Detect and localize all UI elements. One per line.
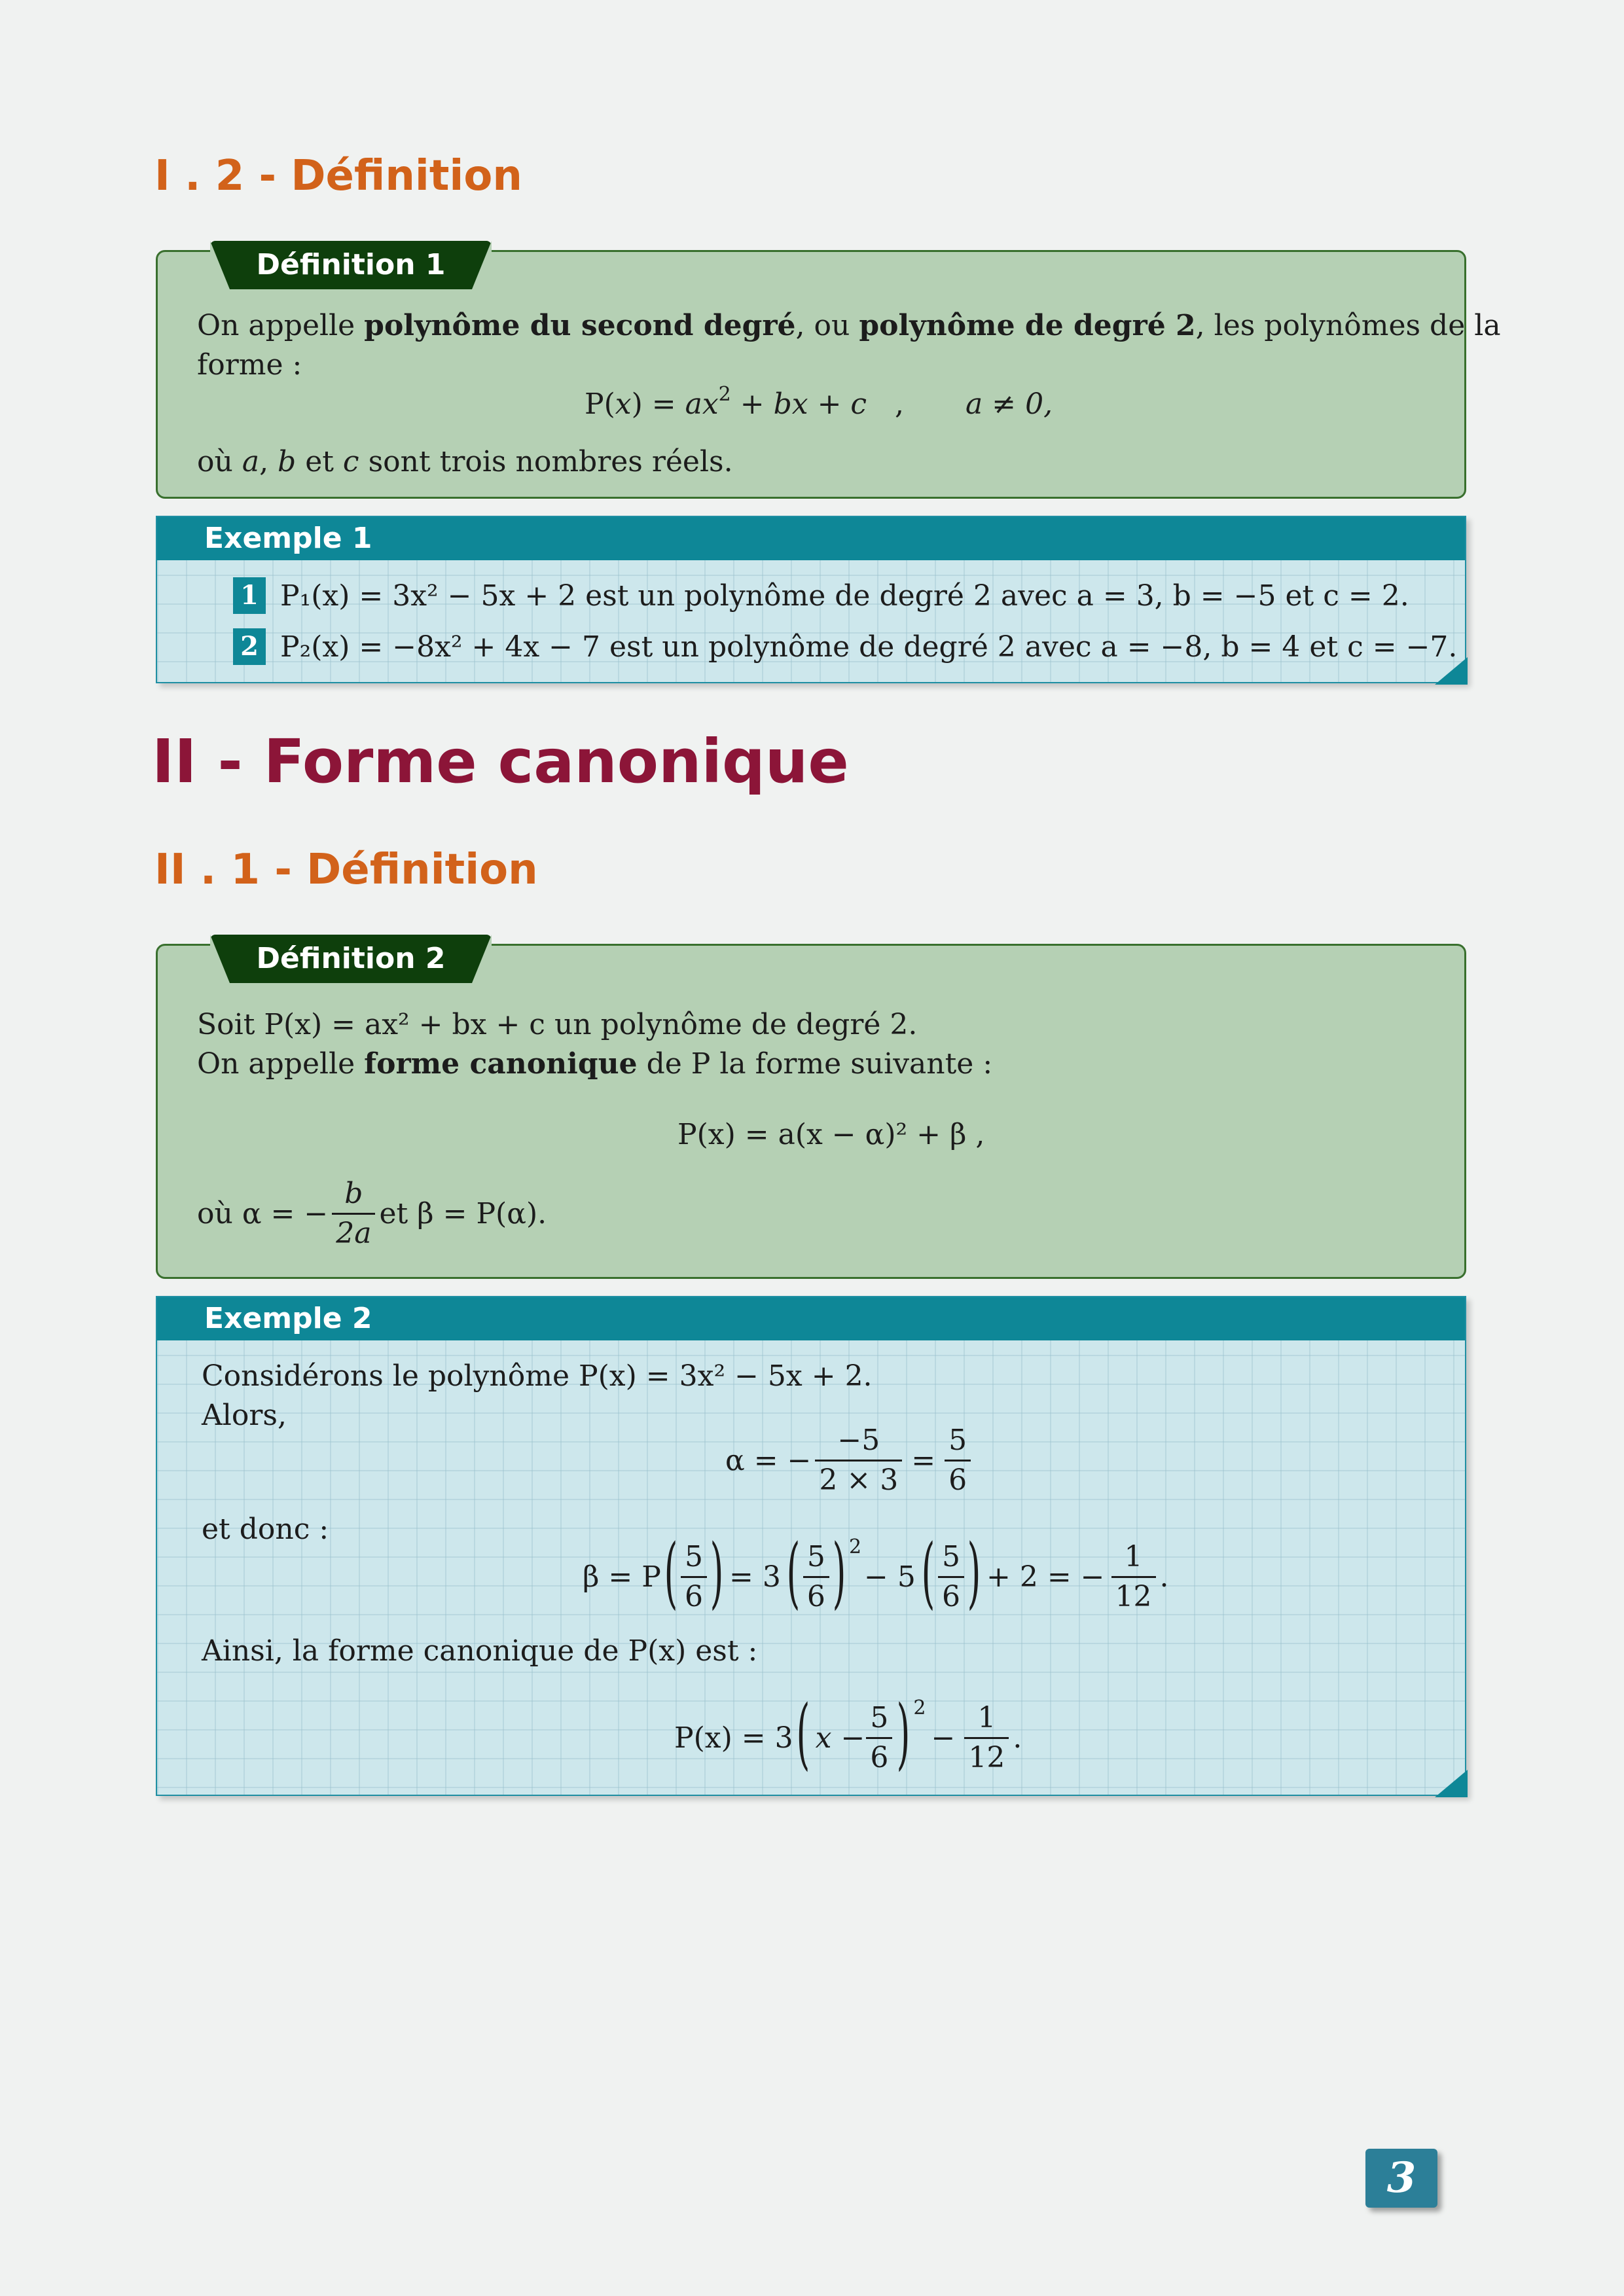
definition-1-line-2: forme : (197, 348, 302, 382)
fraction: $\frac{-5}{2 \times 3}$ (815, 1422, 902, 1499)
definition-1-condition: a ≠ 0, (965, 387, 1053, 421)
example-label-1: Exemple 1 (157, 517, 1465, 560)
fraction: $\frac{5}{6}$ (681, 1538, 707, 1616)
section-heading-2-1: II . 1 - Définition (154, 846, 538, 894)
page-fold-icon (1435, 1770, 1468, 1797)
example-1-item-2: 2 P₂(x) = −8x² + 4x − 7 est un polynôme de degré 2 avec a = −8, b = 4 et c = −7. (233, 627, 1457, 668)
fraction: $\frac{b}{2a}$ (332, 1175, 375, 1253)
example-2-line-4: Ainsi, la forme canonique de P(x) est : (202, 1634, 758, 1668)
definition-2-line-1: Soit P(x) = ax² + bx + c un polynôme de degré 2. (197, 1008, 918, 1041)
fraction: $\frac{5}{6}$ (803, 1538, 829, 1616)
item-number-badge: 2 (233, 628, 266, 665)
item-number-badge: 1 (233, 577, 266, 614)
fraction: $\frac{1}{12}$ (1111, 1538, 1156, 1616)
example-2-line-2: Alors, (202, 1399, 287, 1432)
fraction: $\frac{5}{6}$ (938, 1538, 964, 1616)
example-1-item-1: 1 P₁(x) = 3x² − 5x + 2 est un polynôme de degré 2 avec a = 3, b = −5 et c = 2. (233, 576, 1409, 617)
canonical-form-formula: P(x) = 3 ( x − $\frac{5}{6}$ ) 2 − $\frac{1}{12}$ . (674, 1687, 1022, 1778)
beta-formula: β = P ( $\frac{5}{6}$ ) = 3 ( $\frac{5}{6}$ ) 2 − 5 ( $\frac{5}{6}$ ) + 2 = − $\frac{1}{12}$ . (583, 1526, 1169, 1617)
definition-label-2: Définition 2 (210, 935, 492, 983)
definition-1-line-1: On appelle polynôme du second degré, ou polynôme de degré 2, les polynômes de la (197, 309, 1501, 342)
section-heading-1-2: I . 2 - Définition (154, 152, 522, 200)
definition-2-formula: P(x) = a(x − α)² + β , (677, 1118, 985, 1151)
example-2-line-1: Considérons le polynôme P(x) = 3x² − 5x + 2. (202, 1359, 873, 1393)
definition-2-line-2: On appelle forme canonique de P la forme suivante : (197, 1047, 993, 1081)
definition-label-1: Définition 1 (210, 241, 492, 289)
alpha-formula: α = − $\frac{-5}{2 \times 3}$ = $\frac{5}{6}$ (725, 1422, 975, 1499)
definition-2-footer: où α = − $\frac{b}{2a}$ et β = P(α). (197, 1175, 547, 1253)
example-box-1 (156, 516, 1466, 683)
definition-1-formula: $P(x) = ax^2$ + bx + c (585, 383, 867, 421)
definition-box-1 (156, 248, 1501, 499)
fraction: $\frac{5}{6}$ (945, 1422, 971, 1499)
definition-box-2 (156, 944, 1466, 1279)
fraction: $\frac{1}{12}$ (964, 1699, 1009, 1777)
fraction: $\frac{5}{6}$ (866, 1699, 892, 1777)
example-label-2: Exemple 2 (157, 1297, 1465, 1340)
definition-1-comma: , (895, 387, 904, 421)
example-2-line-3: et donc : (202, 1513, 329, 1546)
page-number: 3 (1365, 2149, 1437, 2208)
example-box-2 (156, 1296, 1466, 1796)
section-heading-2: II - Forme canonique (152, 726, 849, 797)
definition-1-footer: où a, b et c sont trois nombres réels. (197, 445, 733, 478)
